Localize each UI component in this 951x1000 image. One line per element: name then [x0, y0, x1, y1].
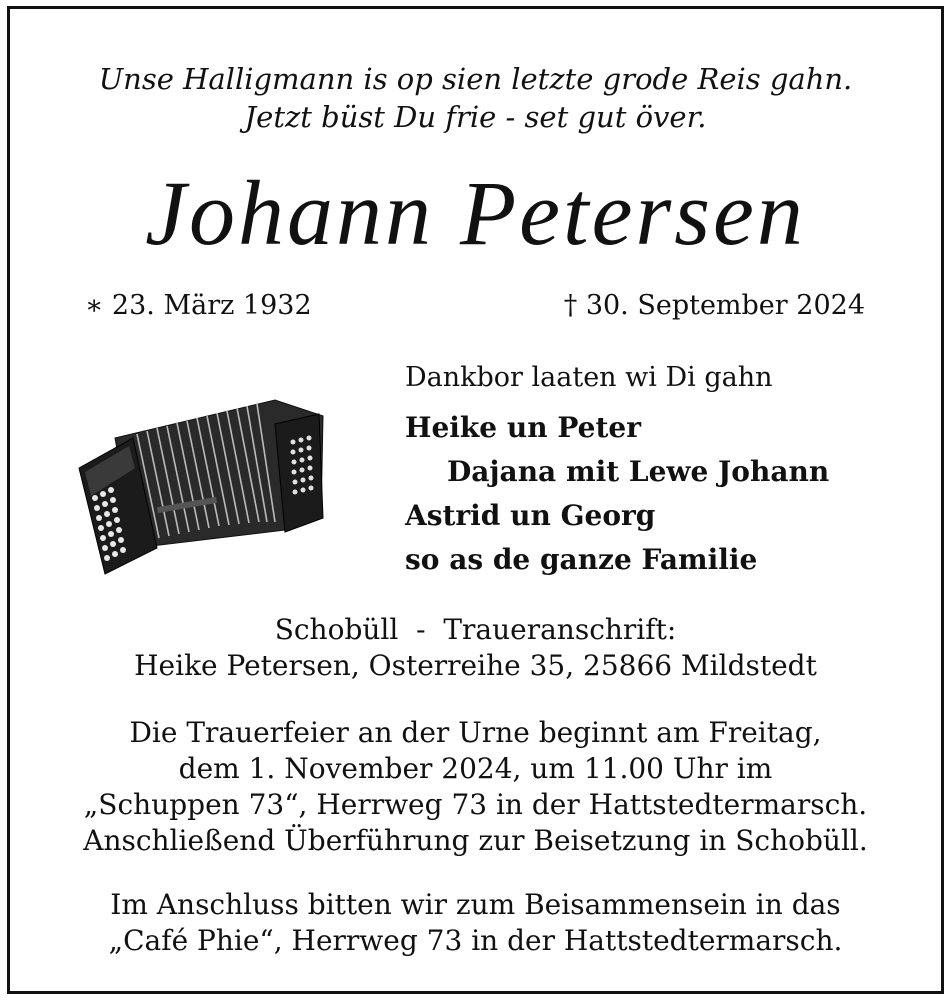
ceremony-line: Anschließend Überführung zur Beisetzung in Schobüll.	[83, 824, 868, 857]
family-member: Dajana mit Lewe Johann	[447, 455, 830, 488]
accordion-icon	[75, 398, 327, 576]
death-date: † 30. September 2024	[563, 290, 865, 321]
gathering-line: „Café Phie“, Herrweg 73 in der Hattstedtermarsch.	[108, 924, 843, 957]
gathering-info	[0, 887, 951, 959]
gathering-line: Im Anschluss bitten wir zum Beisammensein in das	[110, 888, 841, 921]
ceremony-line: „Schuppen 73“, Herrweg 73 in der Hattstedtermarsch.	[83, 788, 868, 821]
birth-date: ∗ 23. März 1932	[85, 290, 312, 321]
mourning-address	[0, 612, 951, 684]
ceremony-line: dem 1. November 2024, um 11.00 Uhr im	[178, 752, 773, 785]
family-member: Astrid un Georg	[405, 499, 656, 532]
motto-line-1: Unse Halligmann is op sien letzte grode Reis gahn.	[98, 62, 853, 96]
family-list	[405, 406, 829, 582]
address-line-2: Heike Petersen, Osterreihe 35, 25866 Mildstedt	[134, 649, 817, 682]
deceased-name: Johann Petersen	[145, 162, 806, 264]
farewell-line: Dankbor laaten wi Di gahn	[405, 362, 773, 393]
motto-line-2: Jetzt büst Du frie - set gut över.	[244, 100, 707, 134]
ceremony-info	[0, 715, 951, 859]
family-member: so as de ganze Familie	[405, 543, 758, 576]
family-member: Heike un Peter	[405, 411, 641, 444]
address-line-1: Schobüll - Traueranschrift:	[274, 613, 677, 646]
motto	[0, 60, 951, 136]
ceremony-line: Die Trauerfeier an der Urne beginnt am Freitag,	[129, 716, 822, 749]
